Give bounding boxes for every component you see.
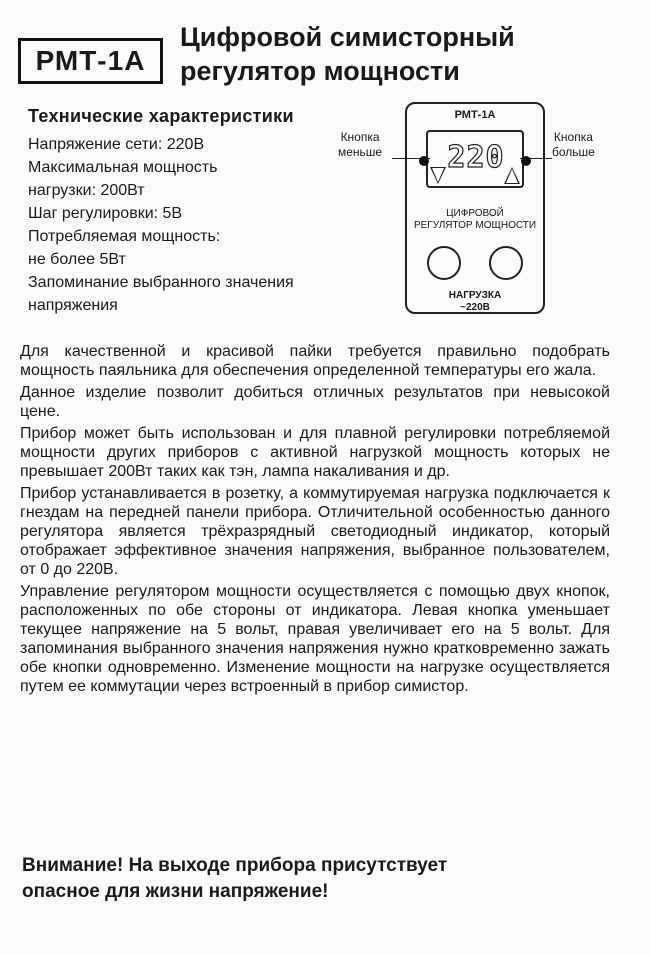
left-callout-line-2: меньше bbox=[338, 145, 383, 159]
device-load-line-2: ~220В bbox=[460, 302, 490, 313]
spec-line: Потребляемая мощность: bbox=[28, 228, 221, 245]
device-caption-line-2: РЕГУЛЯТОР МОЩНОСТИ bbox=[413, 220, 537, 231]
device-body bbox=[405, 102, 545, 314]
device-load-label bbox=[407, 290, 543, 314]
display-digits: 220 bbox=[447, 140, 505, 175]
increase-arrow-fill-icon bbox=[506, 169, 518, 183]
title-line-1: Цифровой симисторный bbox=[180, 22, 515, 52]
device-caption-line-1: ЦИФРОВОЙ bbox=[446, 208, 504, 219]
warning-line-2: опасное для жизни напряжение! bbox=[22, 881, 329, 902]
right-callout-line-2: больше bbox=[552, 145, 595, 159]
left-callout-line-1: Кнопка bbox=[340, 130, 380, 144]
warning-line-1: Внимание! На выходе прибора присутствует bbox=[22, 855, 448, 876]
paragraph: Для качественной и красивой пайки требуется правильно подобрать мощность паяльника для обеспечения определенной температуры его жала. bbox=[20, 343, 610, 379]
decrease-button-dot-icon bbox=[419, 156, 429, 166]
model-label: РМТ-1А bbox=[18, 38, 163, 84]
spec-line: напряжения bbox=[28, 297, 118, 314]
spec-line: Шаг регулировки: 5В bbox=[28, 205, 183, 222]
spec-line: Максимальная мощность bbox=[28, 159, 218, 176]
warning-notice bbox=[22, 853, 622, 905]
page-title bbox=[180, 20, 640, 88]
description bbox=[20, 342, 610, 699]
specifications bbox=[28, 106, 348, 317]
spec-line: нагрузки: 200Вт bbox=[28, 182, 145, 199]
left-button-callout bbox=[338, 130, 382, 160]
title-line-2: регулятор мощности bbox=[180, 56, 460, 86]
spec-line: Запоминание выбранного значения bbox=[28, 274, 294, 291]
paragraph: Данное изделие позволит добиться отличных результатов при невысокой цене. bbox=[20, 384, 610, 420]
socket-left-icon bbox=[427, 246, 461, 280]
device-load-line-1: НАГРУЗКА bbox=[448, 290, 502, 301]
device-illustration bbox=[338, 100, 638, 325]
socket-right-icon bbox=[489, 246, 523, 280]
paragraph: Прибор может быть использован и для плавной регулировки потребляемой мощности других приборов с активной нагрузкой мощность которых не превышает 200Вт таких как тэн, лампа накаливания и др. bbox=[20, 425, 610, 480]
paragraph: Прибор устанавливается в розетку, а коммутируемая нагрузка подключается к гнездам на передней панели прибора. Отличительной особенностью данного регулятора является трёхразрядный светодиодный индикатор, который отображает эффективное значения напряжения, выбранное пользователем, от 0 до 220В. bbox=[20, 485, 610, 578]
header bbox=[18, 20, 638, 90]
spec-line: не более 5Вт bbox=[28, 251, 126, 268]
paragraph: Управление регулятором мощности осуществляется с помощью двух кнопок, расположенных по обе стороны от индикатора. Левая кнопка уменьшает текущее напряжение на 5 вольт, правая увеличивает его на 5 вольт. Для запоминания выбранного значения напряжения нужно кратковременно зажать обе кнопки одновременно. Изменение мощности на нагрузке осуществляется путем ее коммутации через встроенный в прибор симистор. bbox=[20, 583, 610, 695]
device-model-label: РМТ-1А bbox=[454, 109, 496, 121]
right-callout-line-1: Кнопка bbox=[553, 130, 593, 144]
device-caption bbox=[407, 208, 543, 232]
decrease-arrow-fill-icon bbox=[432, 168, 444, 182]
spec-line: Напряжение сети: 220В bbox=[28, 136, 205, 153]
increase-button-dot-icon bbox=[521, 156, 531, 166]
led-display bbox=[426, 130, 524, 188]
specs-heading: Технические характеристики bbox=[28, 106, 294, 126]
right-button-callout bbox=[552, 130, 595, 160]
